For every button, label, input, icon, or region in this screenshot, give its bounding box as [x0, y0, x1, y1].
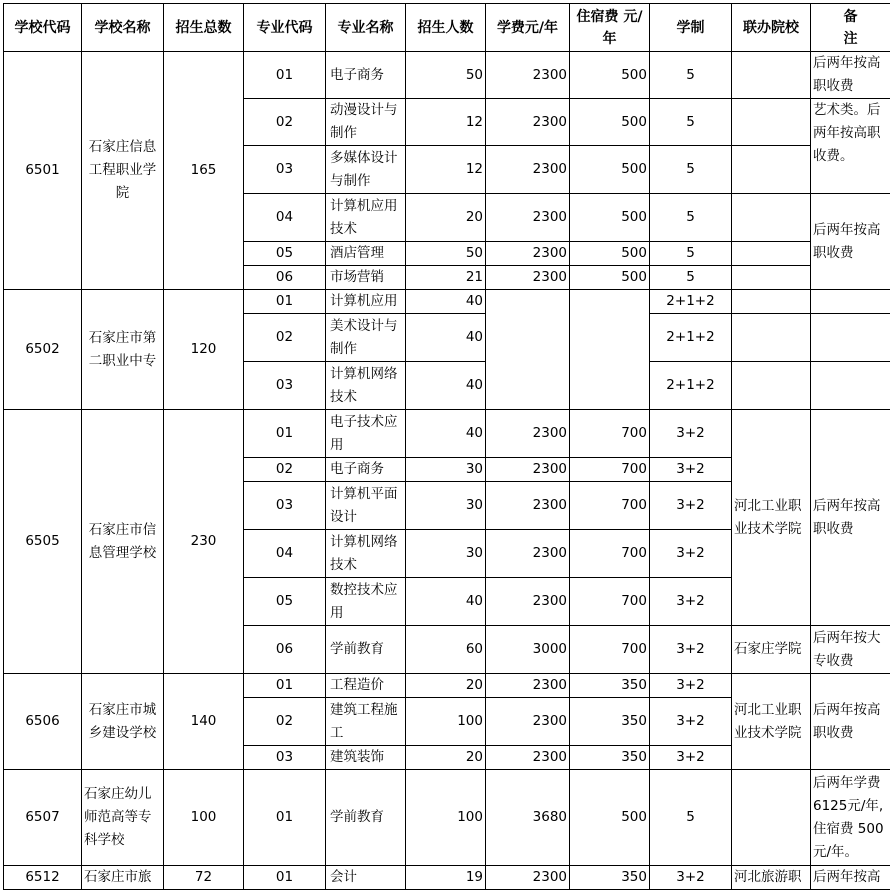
- header-partner: 联办院校: [732, 4, 811, 52]
- dorm-fee: 500: [570, 52, 650, 99]
- partner-school: 石家庄学院: [732, 626, 811, 674]
- major-name: 会计: [326, 866, 406, 890]
- header-major-name: 专业名称: [326, 4, 406, 52]
- header-major-code: 专业代码: [244, 4, 326, 52]
- school-total: 165: [164, 52, 244, 290]
- school-code: 6507: [4, 770, 82, 866]
- major-name: 多媒体设计与制作: [326, 146, 406, 194]
- partner-school: [732, 52, 811, 99]
- table-row: [4, 410, 891, 458]
- major-count: 30: [406, 482, 486, 530]
- partner-school: [732, 146, 811, 194]
- header-row: [4, 4, 891, 52]
- major-name: 学前教育: [326, 770, 406, 866]
- dorm-fee: 700: [570, 410, 650, 458]
- major-code: 04: [244, 530, 326, 578]
- notes: 后两年按高职收费: [811, 410, 891, 626]
- major-name: 电子商务: [326, 458, 406, 482]
- major-code: 02: [244, 698, 326, 746]
- notes: 后两年按大专收费: [811, 626, 891, 674]
- dorm-fee: 700: [570, 578, 650, 626]
- school-total: 72: [164, 866, 244, 890]
- program-years: 5: [650, 194, 732, 242]
- major-count: 40: [406, 578, 486, 626]
- program-years: 3+2: [650, 482, 732, 530]
- header-dorm-fee: 住宿费 元/年: [570, 4, 650, 52]
- major-code: 03: [244, 362, 326, 410]
- program-years: 3+2: [650, 698, 732, 746]
- partner-school: [732, 99, 811, 146]
- school-name: 石家庄市城乡建设学校: [82, 674, 164, 770]
- major-code: 04: [244, 194, 326, 242]
- program-years: 3+2: [650, 674, 732, 698]
- tuition: 2300: [486, 146, 570, 194]
- table-row: [4, 866, 891, 890]
- program-years: 3+2: [650, 746, 732, 770]
- major-count: 100: [406, 770, 486, 866]
- school-code: 6512: [4, 866, 82, 890]
- tuition: 2300: [486, 194, 570, 242]
- program-years: 5: [650, 52, 732, 99]
- partner-school: [732, 314, 811, 362]
- school-name: 石家庄市信息管理学校: [82, 410, 164, 674]
- header-school-name: 学校名称: [82, 4, 164, 52]
- major-count: 50: [406, 52, 486, 99]
- school-code: 6502: [4, 290, 82, 410]
- notes: 后两年按高职收费: [811, 194, 891, 290]
- header-notes: 备注: [811, 4, 891, 52]
- notes: [811, 362, 891, 410]
- notes: 后两年按高职收费: [811, 52, 891, 99]
- major-name: 市场营销: [326, 266, 406, 290]
- dorm-fee: 350: [570, 746, 650, 770]
- tuition: [486, 290, 570, 410]
- tuition: 2300: [486, 746, 570, 770]
- table-row: [4, 770, 891, 866]
- major-name: 计算机应用: [326, 290, 406, 314]
- major-count: 30: [406, 458, 486, 482]
- major-count: 20: [406, 194, 486, 242]
- dorm-fee: 500: [570, 266, 650, 290]
- major-name: 建筑装饰: [326, 746, 406, 770]
- major-code: 02: [244, 99, 326, 146]
- major-code: 03: [244, 482, 326, 530]
- notes: 艺术类。后两年按高职收费。: [811, 99, 891, 194]
- program-years: 3+2: [650, 530, 732, 578]
- major-count: 40: [406, 410, 486, 458]
- major-code: 01: [244, 674, 326, 698]
- table-row: [4, 52, 891, 99]
- program-years: 5: [650, 266, 732, 290]
- partner-school: 河北旅游职: [732, 866, 811, 890]
- header-school-code: 学校代码: [4, 4, 82, 52]
- major-count: 21: [406, 266, 486, 290]
- dorm-fee: 500: [570, 99, 650, 146]
- major-name: 计算机网络技术: [326, 362, 406, 410]
- major-name: 计算机网络技术: [326, 530, 406, 578]
- major-name: 美术设计与制作: [326, 314, 406, 362]
- program-years: 3+2: [650, 458, 732, 482]
- school-code: 6506: [4, 674, 82, 770]
- dorm-fee: 700: [570, 626, 650, 674]
- school-name: 石家庄市旅: [82, 866, 164, 890]
- header-years: 学制: [650, 4, 732, 52]
- major-code: 02: [244, 458, 326, 482]
- partner-school: [732, 770, 811, 866]
- school-total: 230: [164, 410, 244, 674]
- header-total: 招生总数: [164, 4, 244, 52]
- major-name: 学前教育: [326, 626, 406, 674]
- school-name: 石家庄市第二职业中专: [82, 290, 164, 410]
- partner-school: [732, 194, 811, 242]
- dorm-fee: 500: [570, 194, 650, 242]
- dorm-fee: 500: [570, 146, 650, 194]
- major-count: 50: [406, 242, 486, 266]
- dorm-fee: 500: [570, 770, 650, 866]
- major-code: 05: [244, 242, 326, 266]
- enrollment-table: [3, 3, 890, 890]
- program-years: 2+1+2: [650, 362, 732, 410]
- school-name: 石家庄幼儿师范高等专科学校: [82, 770, 164, 866]
- major-count: 100: [406, 698, 486, 746]
- program-years: 3+2: [650, 866, 732, 890]
- major-count: 30: [406, 530, 486, 578]
- major-name: 计算机应用技术: [326, 194, 406, 242]
- table-row: [4, 674, 891, 698]
- dorm-fee: 700: [570, 530, 650, 578]
- notes: 后两年按高职收费: [811, 674, 891, 770]
- major-count: 19: [406, 866, 486, 890]
- program-years: 2+1+2: [650, 290, 732, 314]
- major-code: 03: [244, 746, 326, 770]
- major-count: 40: [406, 314, 486, 362]
- major-code: 01: [244, 290, 326, 314]
- school-code: 6505: [4, 410, 82, 674]
- notes: 后两年按高: [811, 866, 891, 890]
- header-count: 招生人数: [406, 4, 486, 52]
- partner-school: [732, 266, 811, 290]
- dorm-fee: 700: [570, 458, 650, 482]
- tuition: 3680: [486, 770, 570, 866]
- major-code: 03: [244, 146, 326, 194]
- partner-school: 河北工业职业技术学院: [732, 410, 811, 626]
- program-years: 5: [650, 242, 732, 266]
- dorm-fee: 500: [570, 242, 650, 266]
- program-years: 3+2: [650, 626, 732, 674]
- major-count: 12: [406, 146, 486, 194]
- major-count: 40: [406, 362, 486, 410]
- major-code: 01: [244, 866, 326, 890]
- tuition: 2300: [486, 674, 570, 698]
- tuition: 2300: [486, 99, 570, 146]
- major-name: 工程造价: [326, 674, 406, 698]
- dorm-fee: 350: [570, 866, 650, 890]
- program-years: 5: [650, 99, 732, 146]
- major-name: 电子技术应用: [326, 410, 406, 458]
- school-total: 140: [164, 674, 244, 770]
- tuition: 3000: [486, 626, 570, 674]
- enrollment-sheet: [3, 3, 890, 895]
- dorm-fee: 700: [570, 482, 650, 530]
- program-years: 2+1+2: [650, 314, 732, 362]
- tuition: 2300: [486, 482, 570, 530]
- school-code: 6501: [4, 52, 82, 290]
- school-total: 100: [164, 770, 244, 866]
- program-years: 3+2: [650, 578, 732, 626]
- major-code: 05: [244, 578, 326, 626]
- notes: 后两年学费6125元/年,住宿费 500元/年。: [811, 770, 891, 866]
- partner-school: [732, 362, 811, 410]
- major-name: 电子商务: [326, 52, 406, 99]
- dorm-fee: [570, 290, 650, 410]
- tuition: 2300: [486, 242, 570, 266]
- school-total: 120: [164, 290, 244, 410]
- tuition: 2300: [486, 530, 570, 578]
- major-name: 数控技术应用: [326, 578, 406, 626]
- tuition: 2300: [486, 458, 570, 482]
- major-name: 酒店管理: [326, 242, 406, 266]
- major-code: 01: [244, 770, 326, 866]
- major-count: 40: [406, 290, 486, 314]
- partner-school: 河北工业职业技术学院: [732, 674, 811, 770]
- partner-school: [732, 242, 811, 266]
- major-count: 60: [406, 626, 486, 674]
- tuition: 2300: [486, 410, 570, 458]
- tuition: 2300: [486, 698, 570, 746]
- major-code: 01: [244, 52, 326, 99]
- major-name: 建筑工程施工: [326, 698, 406, 746]
- dorm-fee: 350: [570, 674, 650, 698]
- major-code: 01: [244, 410, 326, 458]
- major-code: 06: [244, 266, 326, 290]
- major-count: 20: [406, 674, 486, 698]
- tuition: 2300: [486, 578, 570, 626]
- program-years: 3+2: [650, 410, 732, 458]
- major-name: 计算机平面设计: [326, 482, 406, 530]
- major-code: 06: [244, 626, 326, 674]
- notes: [811, 290, 891, 314]
- tuition: 2300: [486, 52, 570, 99]
- header-tuition: 学费元/年: [486, 4, 570, 52]
- program-years: 5: [650, 146, 732, 194]
- tuition: 2300: [486, 266, 570, 290]
- partner-school: [732, 290, 811, 314]
- table-row: [4, 290, 891, 314]
- major-count: 12: [406, 99, 486, 146]
- major-code: 02: [244, 314, 326, 362]
- major-count: 20: [406, 746, 486, 770]
- school-name: 石家庄信息工程职业学院: [82, 52, 164, 290]
- tuition: 2300: [486, 866, 570, 890]
- dorm-fee: 350: [570, 698, 650, 746]
- program-years: 5: [650, 770, 732, 866]
- notes: [811, 314, 891, 362]
- major-name: 动漫设计与制作: [326, 99, 406, 146]
